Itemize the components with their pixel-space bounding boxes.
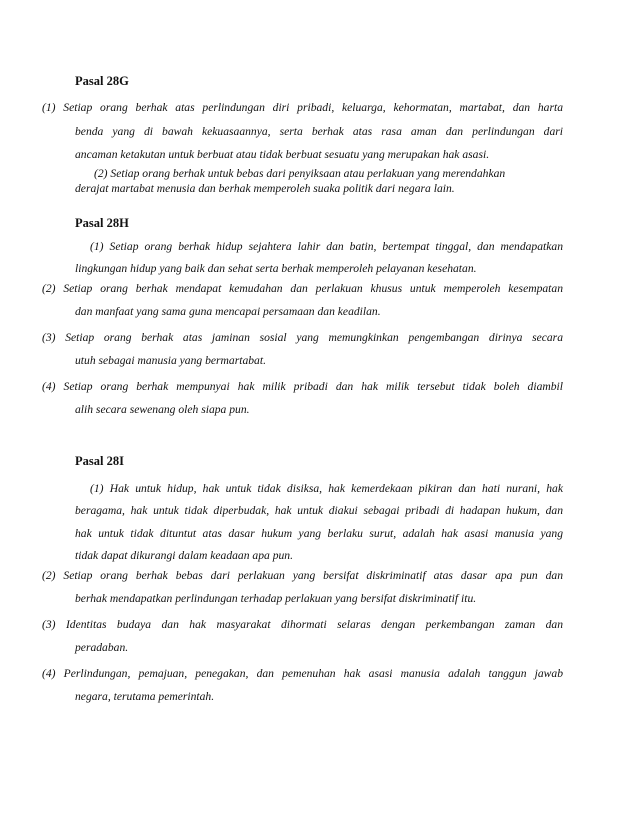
- pasal-28h-p3-line1: (3) Setiap orang berhak atas jaminan sosial yang memungkinkan pengembangan dirinya secara: [42, 331, 563, 344]
- pasal-28h-p2-line2: dan manfaat yang sama guna mencapai persamaan dan keadilan.: [75, 305, 381, 318]
- pasal-28h-p3-line2: utuh sebagai manusia yang bermartabat.: [75, 354, 266, 367]
- pasal-28h-p4-line2: alih secara sewenang oleh siapa pun.: [75, 403, 250, 416]
- pasal-28g-heading: Pasal 28G: [75, 74, 129, 88]
- pasal-28g-p2-line1: (2) Setiap orang berhak untuk bebas dari penyiksaan atau perlakuan yang merendahkan: [94, 167, 506, 180]
- pasal-28h-p1-line1: (1) Setiap orang berhak hidup sejahtera lahir dan batin, bertempat tinggal, dan mendapatkan: [90, 240, 563, 253]
- pasal-28i-heading: Pasal 28I: [75, 454, 124, 468]
- pasal-28h-heading: Pasal 28H: [75, 216, 129, 230]
- pasal-28g-p1-line3: ancaman ketakutan untuk berbuat atau tidak berbuat sesuatu yang merupakan hak asasi.: [75, 148, 490, 161]
- pasal-28i-p3-line2: peradaban.: [75, 641, 129, 654]
- pasal-28i-p3-line1: (3) Identitas budaya dan hak masyarakat dihormati selaras dengan perkembangan zaman dan: [42, 618, 563, 631]
- pasal-28i-p2-line1: (2) Setiap orang berhak bebas dari perlakuan yang bersifat diskriminatif atas dasar apa pun dan: [42, 569, 563, 582]
- pasal-28h-p4-line1: (4) Setiap orang berhak mempunyai hak milik pribadi dan hak milik tersebut tidak boleh diambil: [42, 380, 563, 393]
- pasal-28i-p2-line2: berhak mendapatkan perlindungan terhadap perlakuan yang bersifat diskriminatif itu.: [75, 592, 477, 605]
- pasal-28i-p1-line2: beragama, hak untuk tidak diperbudak, hak untuk diakui sebagai pribadi di hadapan hukum, dan: [75, 504, 563, 517]
- pasal-28g-p1-line1: (1) Setiap orang berhak atas perlindungan diri pribadi, keluarga, kehormatan, martabat, dan harta: [42, 101, 563, 114]
- pasal-28h-p1-line2: lingkungan hidup yang baik dan sehat serta berhak memperoleh pelayanan kesehatan.: [75, 262, 477, 275]
- pasal-28i-p1-line4: tidak dapat dikurangi dalam keadaan apa pun.: [75, 549, 294, 562]
- pasal-28g-p1-line2: benda yang di bawah kekuasaannya, serta berhak atas rasa aman dan perlindungan dari: [75, 125, 563, 138]
- pasal-28g-p2-line2: derajat martabat menusia dan berhak memperoleh suaka politik dari negara lain.: [75, 182, 455, 195]
- pasal-28i-p4-line1: (4) Perlindungan, pemajuan, penegakan, dan pemenuhan hak asasi manusia adalah tanggun jawab: [42, 667, 563, 680]
- pasal-28i-p1-line1: (1) Hak untuk hidup, hak untuk tidak disiksa, hak kemerdekaan pikiran dan hati nurani, hak: [90, 482, 563, 495]
- pasal-28i-p1-line3: hak untuk tidak dituntut atas dasar hukum yang berlaku surut, adalah hak asasi manusia yang: [75, 527, 563, 540]
- pasal-28h-p2-line1: (2) Setiap orang berhak mendapat kemudahan dan perlakuan khusus untuk memperoleh kesempatan: [42, 282, 563, 295]
- pasal-28i-p4-line2: negara, terutama pemerintah.: [75, 690, 215, 703]
